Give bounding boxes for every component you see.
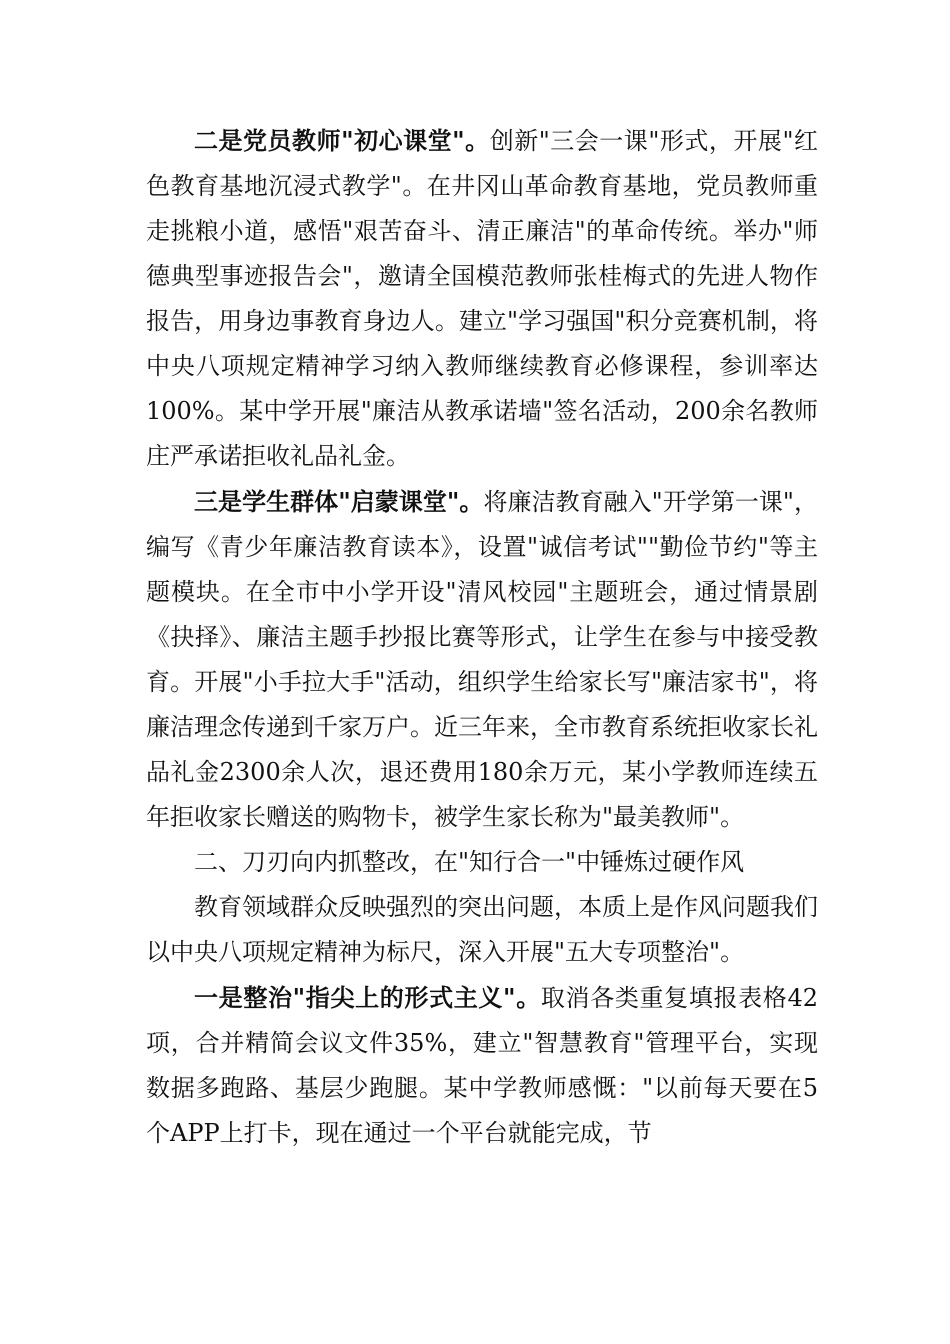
paragraph-lead: 三是学生群体"启蒙课堂"。	[194, 487, 484, 516]
paragraph-formalism	[146, 975, 818, 1156]
paragraph-lead: 二是党员教师"初心课堂"。	[194, 126, 490, 155]
paragraph-party-teachers	[146, 118, 818, 479]
intro-paragraph: 教育领域群众反映强烈的突出问题，本质上是作风问题我们以中央八项规定精神为标尺，深入开展"五大专项整治"。	[146, 893, 818, 966]
section-heading: 二、刀刃向内抓整改，在"知行合一"中锤炼过硬作风	[194, 848, 745, 876]
paragraph-students	[146, 479, 818, 840]
paragraph-lead: 一是整治"指尖上的形式主义"。	[194, 983, 541, 1012]
paragraph-body: 将廉洁教育融入"开学第一课"，编写《青少年廉洁教育读本》，设置"诚信考试""勤俭节约"等主题模块。在全市中小学开设"清风校园"主题班会，通过情景剧《抉择》、廉洁主题手抄报比赛等形式，让学生在参与中接受教育。开展"小手拉大手"活动，组织学生给家长写"廉洁家书"，将廉洁理念传递到千家万户。近三年来，全市教育系统拒收家长礼品礼金2300余人次，退还费用180余万元，某小学教师连续五年拒收家长赠送的购物卡，被学生家长称为"最美教师"。	[146, 488, 819, 831]
document-page	[146, 118, 818, 1156]
paragraph-body: 取消各类重复填报表格42项，合并精简会议文件35%，建立"智慧教育"管理平台，实现数据多跑路、基层少跑腿。某中学教师感慨："以前每天要在5个APP上打卡，现在通过一个平台就能完成，节	[146, 984, 818, 1147]
paragraph-body: 创新"三会一课"形式，开展"红色教育基地沉浸式教学"。在井冈山革命教育基地，党员教师重走挑粮小道，感悟"艰苦奋斗、清正廉洁"的革命传统。举办"师德典型事迹报告会"，邀请全国模范教师张桂梅式的先进人物作报告，用身边事教育身边人。建立"学习强国"积分竞赛机制，将中央八项规定精神学习纳入教师继续教育必修课程，参训率达100%。某中学开展"廉洁从教承诺墙"签名活动，200余名教师庄严承诺拒收礼品礼金。	[146, 127, 818, 470]
